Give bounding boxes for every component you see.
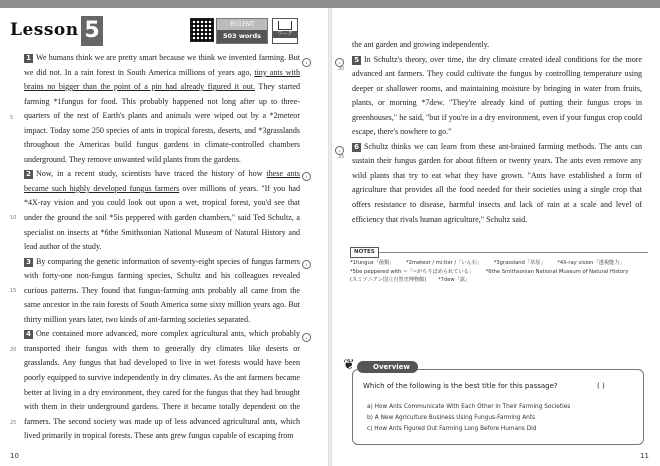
workbook-label: ワーク xyxy=(273,31,297,38)
paragraph: 6 Schultz thinks we can learn from these ant-brained farming methods. The ants can sustain their fungus garden for about fifteen or twenty years. The ants even remove any wild plants that try to eat what they have grown. "Ants have established a form of agriculture that provides all the food needed for their societies using a single crop that offers resistance to disease, harmful insects and lack of rain at a scale and level of efficiency that rivals human agriculture," Schultz said. xyxy=(352,141,642,224)
vocab-notes xyxy=(350,249,648,297)
audio-track-icon[interactable]: ♪ xyxy=(302,58,311,67)
line-number: 5 xyxy=(10,115,14,121)
qr-code-icon[interactable] xyxy=(190,18,214,42)
paragraph-number: 5 xyxy=(352,56,361,65)
audio-track-icon[interactable]: ♪ xyxy=(335,58,344,67)
overview-box xyxy=(343,358,644,445)
answer-option[interactable]: a) How Ants Communicate With Each Other in Their Farming Societies xyxy=(367,404,571,410)
line-number: 25 xyxy=(10,420,17,426)
info-label: 独自ENT xyxy=(217,19,267,30)
right-page xyxy=(332,8,660,466)
overview-question: Which of the following is the best title for this passage? xyxy=(363,382,558,390)
notes-row: (スミソニアン国立自然史博物館) *7dew「露」 xyxy=(350,277,471,283)
lesson-number: 5 xyxy=(81,16,103,46)
left-page xyxy=(0,8,328,466)
workbook-icon[interactable] xyxy=(272,18,298,44)
paragraph-number: 3 xyxy=(24,258,33,267)
paragraph-continuation: the ant garden and growing independently. xyxy=(352,40,490,49)
line-number: 30 xyxy=(338,66,345,72)
paragraph: 5 In Schultz's theory, over time, the dry climate created ideal conditions for the more advanced ant farmers. They could cultivate the fungus by controlling temperature using deeper or shallower rooms, and maintaining moisture by bringing in water from fruits, plants, or morning *7dew. "They're already kind of putting their fungus crops in greenhouses," he said, "but if you're in a dry environment, even if your fungus crop could escape, there's nowhere to go." xyxy=(352,54,642,137)
overview-label: Overview xyxy=(357,361,418,373)
lesson-header xyxy=(10,16,105,44)
line-number: 15 xyxy=(10,288,17,294)
paragraph-number: 2 xyxy=(24,170,33,179)
notes-row: *5be peppered with ~「~がちりばめられている」 *6the Smithsonian National Museum of Natural History xyxy=(350,268,629,275)
underlined-phrase: tiny ants with brains no bigger than the point of a pin had already figured it out. xyxy=(24,67,301,92)
notes-label: NOTES xyxy=(350,247,379,258)
paragraph-number: 4 xyxy=(24,330,33,339)
word-count: 503 words xyxy=(217,30,267,43)
page-number: 11 xyxy=(640,452,649,460)
audio-track-icon[interactable]: ♪ xyxy=(302,333,311,342)
underlined-phrase: these ants became such highly developed fungus farmers xyxy=(24,169,301,193)
answer-blank[interactable]: ( ) xyxy=(597,382,605,390)
answer-option[interactable]: b) A New Agriculture Business Using Fungus-Farming Ants xyxy=(367,415,536,421)
paragraph-number: 1 xyxy=(24,54,33,63)
left-passage xyxy=(24,51,300,444)
paragraph: 2 Now, in a recent study, scientists have traced the history of how these ants became such highly developed fungus farmers over millions of years. "If you had *4X-ray vision and you could look out upon a wet, tropical forest, you'd see that under the ground the soil *5is peppered with garden chambers," said Ted Schultz, a specialist on insects at *6the Smithsonian National Museum of Natural History and lead author of the study. xyxy=(24,169,301,252)
line-number: 35 xyxy=(338,154,345,160)
notes-row: *1fungus「菌類」 *2meteor / mi:tiər /「いん石」 *3grassland「草原」 *4X-ray vision「透視能力」 xyxy=(350,260,625,266)
top-bar xyxy=(0,0,660,8)
paragraph: 4 One contained more advanced, more complex agricultural ants, which probably transported their fungus with them to generally dry climates like deserts or grasslands. Any fungus that had developed to live in wet forests would have been poorly equipped to survive independently in dry climates. As the ant farmers became better at living in a dry environment, they cared for the fungus that they had brought with them in their underground gardens. There it became totally dependent on the farmers. The second society was made up of less advanced agricultural ants, which lived primarily in tropical forests. These ants grew fungus capable of escaping from xyxy=(24,329,300,441)
right-passage xyxy=(352,38,642,227)
paragraph: 1 We humans think we are pretty smart because we think we invented farming. But we did not. In a rain forest in South America millions of years ago, tiny ants with brains no bigger than the point of a pin had already figured it out. They started farming *1fungus for food. This probably happened not long after up to three-quarters of the rest of Earth's plants and animals were wiped out by a *2meteor impact. Today some 250 species of ants in tropical forests, deserts, and *3grasslands throughout the Americas build fungus gardens in climate-controlled chambers underground. They remove unwanted wild plants from the gardens. xyxy=(24,53,301,164)
page-number: 10 xyxy=(10,452,19,460)
line-number: 20 xyxy=(10,347,17,353)
paragraph: 3 By comparing the genetic information of seventy-eight species of fungus farmers with forty-one non-fungus farming species, Schultz and his colleagues revealed curious patterns. They found that fungus-farming ants probably all came from the same ancestor in the rain forests of South America some sixty million years ago. But thirty million years later, two kinds of ant-farming societies separated. xyxy=(24,256,300,324)
audio-track-icon[interactable]: ♪ xyxy=(335,146,344,155)
paragraph-number: 6 xyxy=(352,143,361,152)
word-count-box xyxy=(216,18,268,44)
leaf-icon: ❦ xyxy=(343,358,355,373)
book-icon xyxy=(278,21,292,30)
lesson-label: Lesson xyxy=(10,20,79,40)
answer-option[interactable]: c) How Ants Figured Out Farming Long Before Humans Did xyxy=(367,426,537,432)
audio-track-icon[interactable]: ♪ xyxy=(302,172,311,181)
audio-track-icon[interactable]: ♪ xyxy=(302,260,311,269)
line-number: 10 xyxy=(10,215,17,221)
